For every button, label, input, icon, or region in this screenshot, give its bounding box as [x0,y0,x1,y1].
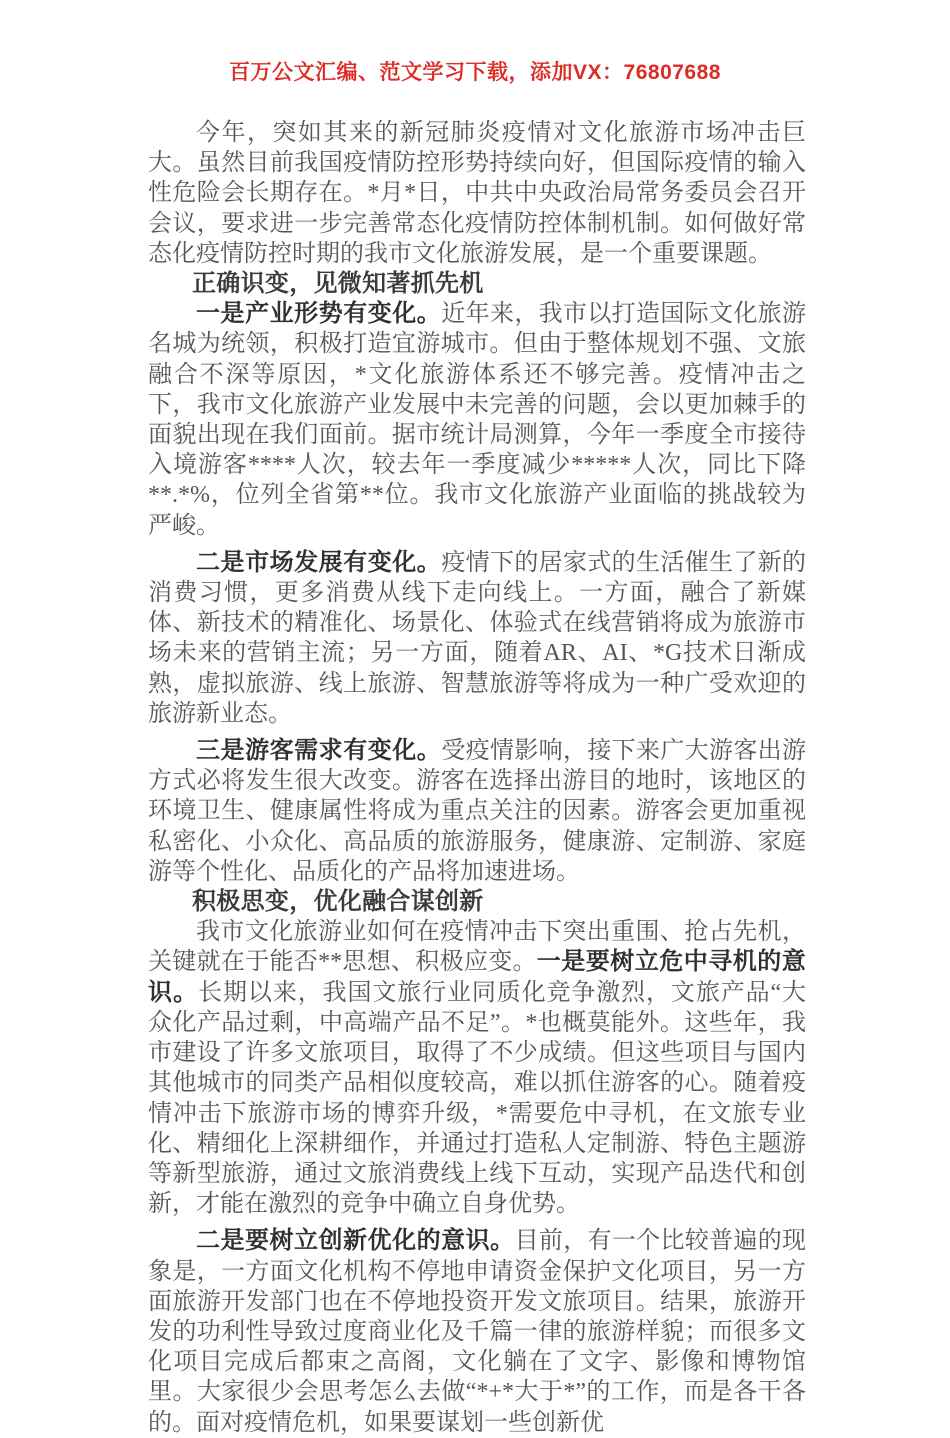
paragraph-item-2 [148,548,806,729]
watermark-text: 百万公文汇编、范文学习下载，添加VX：76807688 [229,61,721,84]
paragraph-text-5: 目前，有一个比较普遍的现象是，一方面文化机构不停地申请资金保护文化项目，另一方面旅游开发部门也在不停地投资开发文旅项目。结果，旅游开发的功利性导致过度商业化及千篇一律的旅游样貌；而很多文化项目完成后都束之高阁，文化躺在了文字、影像和博物馆里。大家很少会思考怎么去做“*+*大于*”的工作，而是各干各的。面对疫情危机，如果要谋划一些创新优 [148,1228,806,1436]
paragraph-text-1: 近年来，我市以打造国际文化旅游名城为统领，积极打造宜游城市。但由于整体规划不强、文旅融合不深等原因，*文化旅游体系还不够完善。疫情冲击之下，我市文化旅游产业发展中未完善的问题，会以更加棘手的面貌出现在我们面前。据市统计局测算，今年一季度全市接待入境游客****人次，较去年一季度减少*****人次，同比下降**.*%，位列全省第**位。我市文化旅游产业面临的挑战较为严峻。 [148,301,807,539]
paragraph-lead-1: 一是产业形势有变化。 [196,300,442,328]
paragraph-text-4: 长期以来，我国文旅行业同质化竞争激烈，文旅产品“大众化产品过剩，中高端产品不足”。*也概莫能外。这些年，我市建设了许多文旅项目，取得了不少成绩。但这些项目与国内其他城市的同类产品相似度较高，难以抓住游客的心。随着疫情冲击下旅游市场的博弈升级，*需要危中寻机，在文旅专业化、精细化上深耕细作，并通过打造私人定制游、特色主题游等新型旅游，通过文旅消费线上线下互动，实现产品迭代和创新，才能在激烈的竞争中确立自身优势。 [148,979,806,1218]
paragraph-lead-3: 三是游客需求有变化。 [196,737,442,765]
paragraph-item-5 [148,1226,806,1437]
paragraph-item-1 [148,299,806,541]
paragraph-item-4 [148,917,806,1219]
document-body [148,118,806,1438]
paragraph-lead-4: 一是要树立危中寻机的意识。 [148,948,806,1006]
paragraph-item-3 [148,736,806,887]
section-heading-two: 积极思变，优化融合谋创新 [192,888,484,916]
paragraph-prefix-4: 我市文化旅游业如何在疫情冲击下突出重围、抢占先机，关键就在于能否**思想、积极应变。 [148,919,806,976]
intro-paragraph: 今年，突如其来的新冠肺炎疫情对文化旅游市场冲击巨大。虽然目前我国疫情防控形势持续向好，但国际疫情的输入性危险会长期存在。*月*日，中共中央政治局常务委员会召开会议，要求进一步完善常态化疫情防控体制机制。如何做好常态化疫情防控时期的我市文化旅游发展，是一个重要课题。 [148,120,806,267]
paragraph-lead-5: 二是要树立创新优化的意识。 [196,1227,515,1255]
section-heading-one: 正确识变，见微知著抓先机 [192,270,484,298]
paragraph-text-2: 疫情下的居家式的生活催生了新的消费习惯，更多消费从线下走向线上。一方面，融合了新媒体、新技术的精准化、场景化、体验式在线营销将成为旅游市场未来的营销主流；另一方面，随着AR、AI、*G技术日渐成熟，虚拟旅游、线上旅游、智慧旅游等将成为一种广受欢迎的旅游新业态。 [148,549,807,727]
paragraph-text-3: 受疫情影响，接下来广大游客出游方式必将发生很大改变。游客在选择出游目的地时，该地区的环境卫生、健康属性将成为重点关注的因素。游客会更加重视私密化、小众化、高品质的旅游服务，健康游、定制游、家庭游等个性化、品质化的产品将加速进场。 [148,738,807,885]
paragraph-lead-2: 二是市场发展有变化。 [196,548,442,576]
